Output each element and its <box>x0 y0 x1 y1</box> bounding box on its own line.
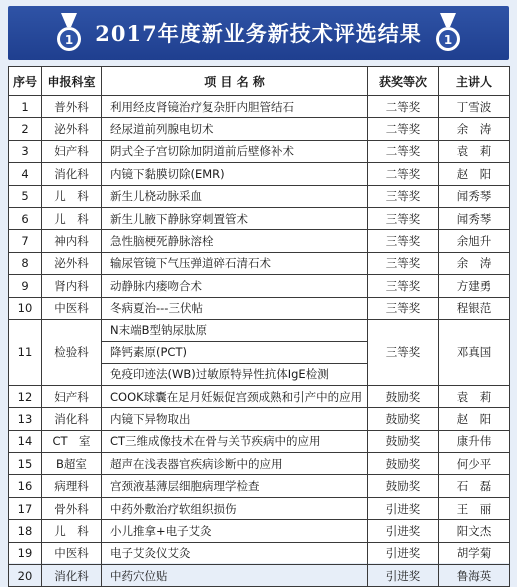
department-cell: 泌外科 <box>42 252 102 274</box>
project-cell: 内镜下黏膜切除(EMR) <box>102 163 368 185</box>
department-cell: 儿 科 <box>42 207 102 229</box>
table-row <box>9 140 510 162</box>
award-cell: 二等奖 <box>368 96 439 118</box>
row-number: 14 <box>9 430 42 452</box>
row-number: 16 <box>9 475 42 497</box>
lead-cell: 丁雪波 <box>439 96 510 118</box>
lead-cell: 程银范 <box>439 297 510 319</box>
row-number: 1 <box>9 96 42 118</box>
lead-cell: 余旭升 <box>439 230 510 252</box>
lead-cell: 闻秀琴 <box>439 185 510 207</box>
lead-cell: 胡学菊 <box>439 542 510 564</box>
row-number: 4 <box>9 163 42 185</box>
award-cell: 三等奖 <box>368 185 439 207</box>
project-cell: 经尿道前列腺电切术 <box>102 118 368 140</box>
project-cell: 中药穴位贴 <box>102 565 368 587</box>
lead-cell: 袁 莉 <box>439 140 510 162</box>
department-cell: 妇产科 <box>42 385 102 407</box>
department-cell: 中医科 <box>42 297 102 319</box>
lead-cell: 方建勇 <box>439 275 510 297</box>
project-line: N末端B型钠尿肽原 <box>102 320 367 342</box>
award-cell: 引进奖 <box>368 497 439 519</box>
department-cell: 骨外科 <box>42 497 102 519</box>
lead-cell: 赵 阳 <box>439 163 510 185</box>
row-number: 7 <box>9 230 42 252</box>
project-cell: 新生儿桡动脉采血 <box>102 185 368 207</box>
lead-cell: 石 磊 <box>439 475 510 497</box>
results-table <box>8 66 510 587</box>
title-banner <box>8 6 509 60</box>
table-row <box>9 453 510 475</box>
table-row <box>9 207 510 229</box>
row-number: 9 <box>9 275 42 297</box>
project-cell: 急性脑梗死静脉溶栓 <box>102 230 368 252</box>
project-line: 降钙素原(PCT) <box>102 341 367 363</box>
project-cell: 宫颈液基薄层细胞病理学检查 <box>102 475 368 497</box>
project-cell: 冬病夏治---三伏帖 <box>102 297 368 319</box>
award-cell: 三等奖 <box>368 207 439 229</box>
award-cell: 鼓励奖 <box>368 453 439 475</box>
lead-cell: 鲁海英 <box>439 565 510 587</box>
lead-cell: 王 丽 <box>439 497 510 519</box>
row-number: 18 <box>9 520 42 542</box>
table-row <box>9 565 510 587</box>
page-title: 2017年度新业务新技术评选结果 <box>95 21 422 46</box>
award-cell: 鼓励奖 <box>368 475 439 497</box>
department-cell: 检验科 <box>42 319 102 385</box>
row-number: 10 <box>9 297 42 319</box>
table-row <box>9 185 510 207</box>
department-cell: 中医科 <box>42 542 102 564</box>
header-award: 获奖等次 <box>368 67 439 96</box>
project-cell: 输尿管镜下气压弹道碎石清石术 <box>102 252 368 274</box>
award-cell: 引进奖 <box>368 520 439 542</box>
project-cell: 超声在浅表器官疾病诊断中的应用 <box>102 453 368 475</box>
row-number: 5 <box>9 185 42 207</box>
lead-cell: 康升伟 <box>439 430 510 452</box>
medal-icon <box>434 13 462 53</box>
medal-icon <box>55 13 83 53</box>
table-row <box>9 163 510 185</box>
lead-cell: 阳文杰 <box>439 520 510 542</box>
department-cell: 消化科 <box>42 565 102 587</box>
project-cell: CT三维成像技术在骨与关节疾病中的应用 <box>102 430 368 452</box>
department-cell: 泌外科 <box>42 118 102 140</box>
award-cell: 二等奖 <box>368 163 439 185</box>
header-lead: 主讲人 <box>439 67 510 96</box>
row-number: 20 <box>9 565 42 587</box>
project-cell <box>102 319 368 385</box>
department-cell: B超室 <box>42 453 102 475</box>
svg-text:1: 1 <box>65 33 74 47</box>
award-cell: 三等奖 <box>368 230 439 252</box>
award-cell: 二等奖 <box>368 140 439 162</box>
award-cell: 鼓励奖 <box>368 408 439 430</box>
project-cell: 利用经皮肾镜治疗复杂肝内胆管结石 <box>102 96 368 118</box>
department-cell: 神内科 <box>42 230 102 252</box>
table-row <box>9 252 510 274</box>
header-project: 项 目 名 称 <box>102 67 368 96</box>
svg-text:1: 1 <box>443 33 452 47</box>
award-cell: 三等奖 <box>368 297 439 319</box>
row-number: 3 <box>9 140 42 162</box>
project-cell: 小儿推拿+电子艾灸 <box>102 520 368 542</box>
lead-cell: 余 涛 <box>439 252 510 274</box>
table-row <box>9 118 510 140</box>
project-cell: 中药外敷治疗软组织损伤 <box>102 497 368 519</box>
table-row <box>9 297 510 319</box>
award-cell: 鼓励奖 <box>368 385 439 407</box>
award-cell: 三等奖 <box>368 275 439 297</box>
table-row <box>9 319 510 385</box>
header-dept: 申报科室 <box>42 67 102 96</box>
department-cell: 儿 科 <box>42 185 102 207</box>
table-row <box>9 275 510 297</box>
table-row <box>9 520 510 542</box>
table-row <box>9 408 510 430</box>
department-cell: CT 室 <box>42 430 102 452</box>
lead-cell: 邓真国 <box>439 319 510 385</box>
lead-cell: 余 涛 <box>439 118 510 140</box>
project-cell: COOK球囊在足月妊娠促宫颈成熟和引产中的应用 <box>102 385 368 407</box>
row-number: 2 <box>9 118 42 140</box>
department-cell: 普外科 <box>42 96 102 118</box>
department-cell: 妇产科 <box>42 140 102 162</box>
table-row <box>9 430 510 452</box>
row-number: 19 <box>9 542 42 564</box>
row-number: 17 <box>9 497 42 519</box>
department-cell: 消化科 <box>42 163 102 185</box>
department-cell: 肾内科 <box>42 275 102 297</box>
lead-cell: 袁 莉 <box>439 385 510 407</box>
project-cell: 动静脉内瘘吻合术 <box>102 275 368 297</box>
header-no: 序号 <box>9 67 42 96</box>
results-table-container <box>8 66 509 583</box>
row-number: 15 <box>9 453 42 475</box>
department-cell: 病理科 <box>42 475 102 497</box>
table-row <box>9 230 510 252</box>
lead-cell: 赵 阳 <box>439 408 510 430</box>
project-cell: 电子艾灸仪艾灸 <box>102 542 368 564</box>
row-number: 8 <box>9 252 42 274</box>
table-row <box>9 96 510 118</box>
row-number: 11 <box>9 319 42 385</box>
project-cell: 内镜下异物取出 <box>102 408 368 430</box>
award-cell: 引进奖 <box>368 565 439 587</box>
table-row <box>9 385 510 407</box>
lead-cell: 何少平 <box>439 453 510 475</box>
award-cell: 鼓励奖 <box>368 430 439 452</box>
table-header-row <box>9 67 510 96</box>
project-cell: 阴式全子宫切除加阴道前后壁修补术 <box>102 140 368 162</box>
row-number: 13 <box>9 408 42 430</box>
award-cell: 三等奖 <box>368 252 439 274</box>
award-cell: 三等奖 <box>368 319 439 385</box>
award-cell: 引进奖 <box>368 542 439 564</box>
row-number: 12 <box>9 385 42 407</box>
row-number: 6 <box>9 207 42 229</box>
table-row <box>9 475 510 497</box>
award-cell: 二等奖 <box>368 118 439 140</box>
table-row <box>9 542 510 564</box>
department-cell: 消化科 <box>42 408 102 430</box>
project-line: 免疫印迹法(WB)过敏原特异性抗体IgE检测 <box>110 367 329 382</box>
lead-cell: 闻秀琴 <box>439 207 510 229</box>
project-cell: 新生儿腋下静脉穿刺置管术 <box>102 207 368 229</box>
department-cell: 儿 科 <box>42 520 102 542</box>
table-row <box>9 497 510 519</box>
